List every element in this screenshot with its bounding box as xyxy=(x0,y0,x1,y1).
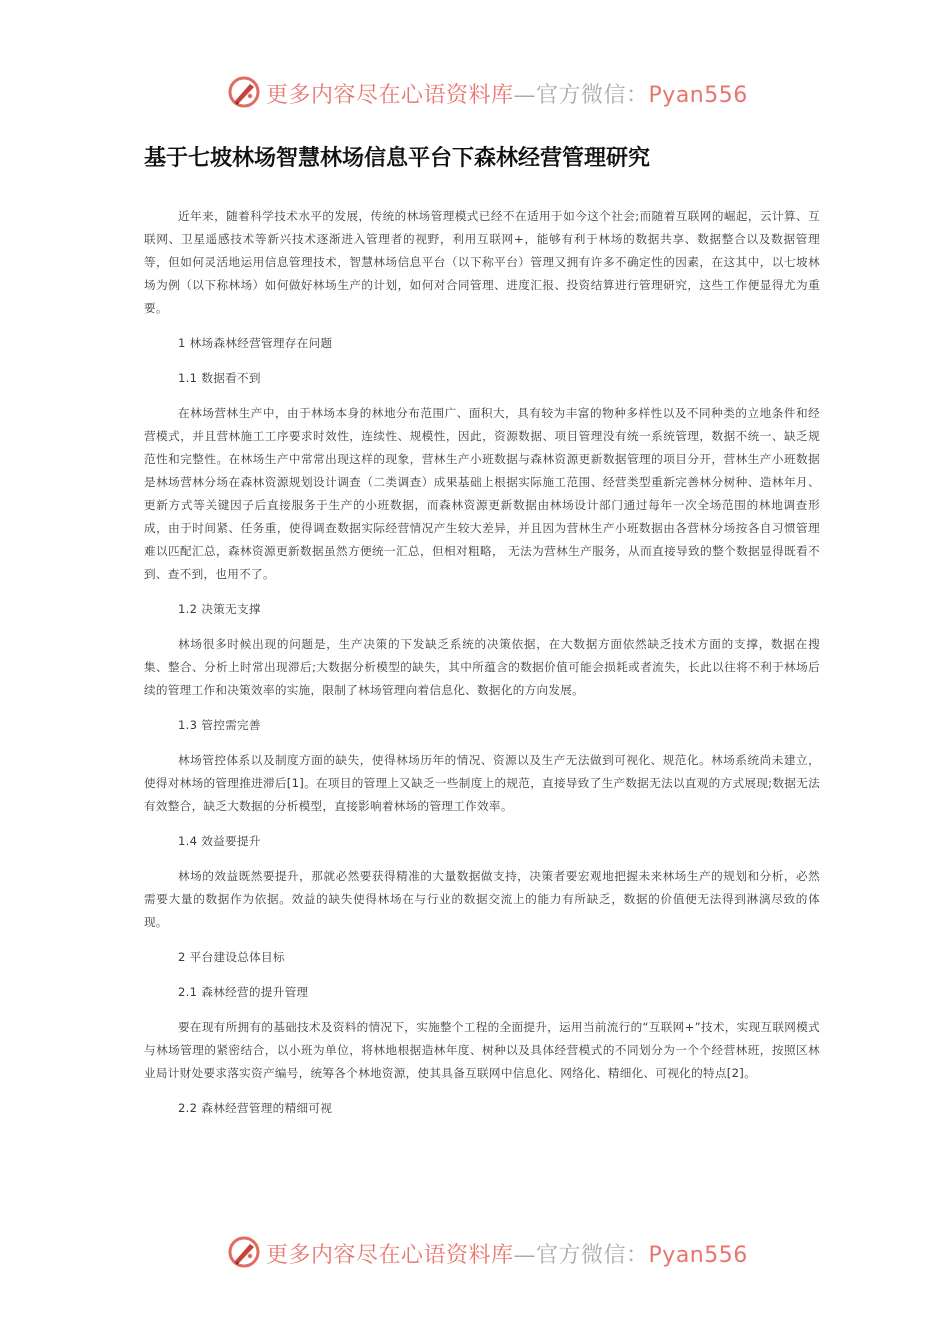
section-2-1-paragraph: 要在现有所拥有的基础技术及资料的情况下，实施整个工程的全面提升，运用当前流行的“互联网+”技术，实现互联网模式与林场管理的紧密结合，以小班为单位，将林地根据造林年度、树种以及具体经营模式的不同划分为一个个经营林班，按照区林业局计财处要求落实资产编号，统筹各个林地资源，使其具备互联网中信息化、网络化、精细化、可视化的特点[2]。 xyxy=(144,1020,820,1080)
banner-official: 官方微信： xyxy=(536,83,649,108)
header-banner xyxy=(0,72,950,116)
banner-text xyxy=(266,1238,748,1269)
section-1-1-paragraph: 在林场营林生产中，由于林场本身的林地分布范围广、面积大，具有较为丰富的物种多样性以及不同种类的立地条件和经营模式，并且营林施工工序要求时效性，连续性、规模性，因此，资源数据、项目管理没有统一系统管理，数据不统一、缺乏规范性和完整性。在林场生产中常常出现这样的现象，营林生产小班数据与森林资源更新数据管理的项目分开，营林生产小班数据是林场营林分场在森林资源规划设计调查（二类调查）成果基础上根据实际施工范围、经营类型重新完善林分树种、造林年月、更新方式等关键因子后直接服务于生产的小班数据，而森林资源更新数据由林场设计部门通过每年一次全场范围的林地调查形成，由于时间紧、任务重，使得调查数据实际经营情况产生较大差异，并且因为营林生产小班数据由各营林分场按各自习惯管理难以匹配汇总，森林资源更新数据虽然方便统一汇总，但相对粗略， 无法为营林生产服务，从而直接导致的整个数据显得既看不到、查不到，也用不了。 xyxy=(144,406,820,581)
section-1-2-heading: 1.2 决策无支撑 xyxy=(178,602,261,616)
pen-logo-icon xyxy=(226,1234,262,1270)
section-1-4-paragraph: 林场的效益既然要提升，那就必然要获得精准的大量数据做支持，决策者要宏观地把握未来林场生产的规划和分析，必然需要大量的数据作为依据。效益的缺失使得林场在与行业的数据交流上的能力有所缺乏，数据的价值便无法得到淋漓尽致的体现。 xyxy=(144,869,820,929)
document-title: 基于七坡林场智慧林场信息平台下森林经营管理研究 xyxy=(144,146,651,171)
section-2-heading: 2 平台建设总体目标 xyxy=(178,950,285,964)
section-1-1-heading: 1.1 数据看不到 xyxy=(178,371,261,385)
document-body xyxy=(144,205,820,1120)
banner-official: 官方微信： xyxy=(536,1243,649,1268)
banner-dash: — xyxy=(513,1243,537,1268)
section-2-2-heading: 2.2 森林经营管理的精细可视 xyxy=(178,1101,333,1115)
footer-banner xyxy=(0,1232,950,1276)
banner-account: Pyan556 xyxy=(648,1243,748,1268)
banner-account: Pyan556 xyxy=(648,83,748,108)
pen-logo-icon xyxy=(226,74,262,110)
section-1-4-heading: 1.4 效益要提升 xyxy=(178,834,261,848)
section-1-3-paragraph: 林场管控体系以及制度方面的缺失，使得林场历年的情况、资源以及生产无法做到可视化、规范化。林场系统尚未建立，使得对林场的管理推进滞后[1]。在项目的管理上又缺乏一些制度上的规范，直接导致了生产数据无法以直观的方式展现;数据无法有效整合，缺乏大数据的分析模型，直接影响着林场的管理工作效率。 xyxy=(144,753,820,813)
banner-promo: 更多内容尽在心语资料库 xyxy=(266,1243,514,1268)
intro-paragraph: 近年来，随着科学技术水平的发展，传统的林场管理模式已经不在适用于如今这个社会;而随着互联网的崛起，云计算、互联网、卫星遥感技术等新兴技术逐渐进入管理者的视野，利用互联网+，能够有利于林场的数据共享、数据整合以及数据管理等，但如何灵活地运用信息管理技术，智慧林场信息平台（以下称平台）管理又拥有许多不确定性的因素，在这其中，以七坡林场为例（以下称林场）如何做好林场生产的计划，如何对合同管理、进度汇报、投资结算进行管理研究，这些工作便显得尤为重要。 xyxy=(144,209,820,315)
banner-text xyxy=(266,78,748,109)
section-1-heading: 1 林场森林经营管理存在问题 xyxy=(178,336,333,350)
banner-dash: — xyxy=(513,83,537,108)
banner-promo: 更多内容尽在心语资料库 xyxy=(266,83,514,108)
section-1-2-paragraph: 林场很多时候出现的问题是，生产决策的下发缺乏系统的决策依据，在大数据方面依然缺乏技术方面的支撑，数据在搜集、整合、分析上时常出现滞后;大数据分析模型的缺失，其中所蕴含的数据价值可能会损耗或者流失，长此以往将不利于林场后续的管理工作和决策效率的实施，限制了林场管理向着信息化、数据化的方向发展。 xyxy=(144,637,820,697)
section-1-3-heading: 1.3 管控需完善 xyxy=(178,718,261,732)
section-2-1-heading: 2.1 森林经营的提升管理 xyxy=(178,985,309,999)
